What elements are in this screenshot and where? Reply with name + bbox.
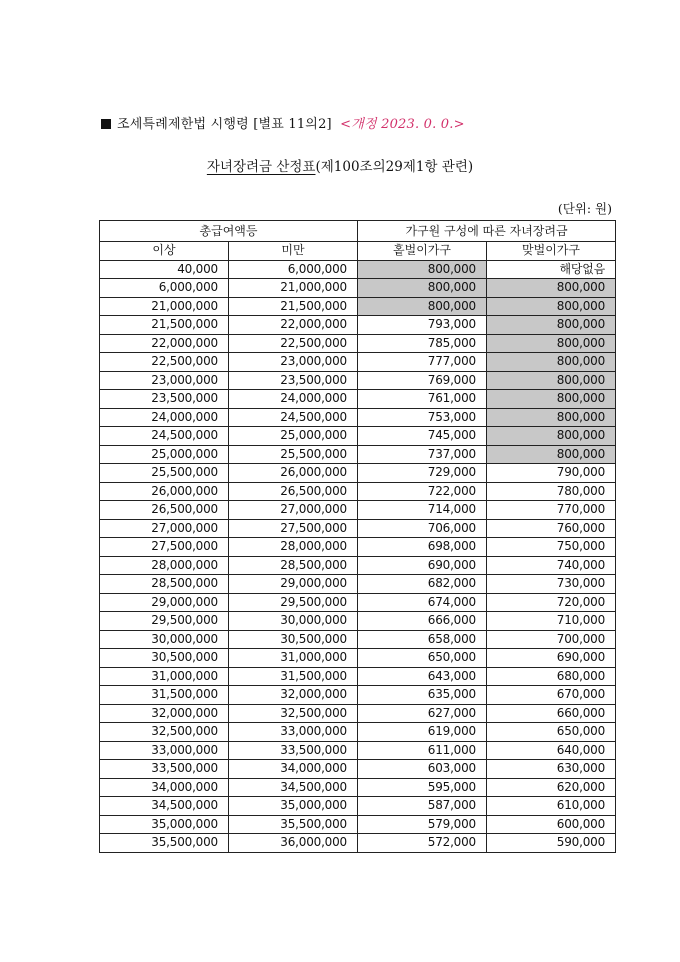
column-header-single: 홑벌이가구 [358,242,487,261]
cell-dual-amount: 740,000 [487,556,616,575]
table-row [100,704,616,723]
cell-dual-amount: 730,000 [487,575,616,594]
cell-dual-amount: 610,000 [487,797,616,816]
cell-single-amount: 737,000 [358,445,487,464]
table-row [100,630,616,649]
cell-income-min: 25,500,000 [100,464,229,483]
cell-single-amount: 587,000 [358,797,487,816]
cell-income-min: 27,500,000 [100,538,229,557]
cell-single-amount: 603,000 [358,760,487,779]
cell-income-min: 6,000,000 [100,279,229,298]
cell-income-max: 24,000,000 [229,390,358,409]
cell-income-max: 6,000,000 [229,260,358,279]
table-row [100,797,616,816]
cell-income-max: 29,500,000 [229,593,358,612]
cell-income-min: 33,500,000 [100,760,229,779]
cell-dual-amount: 650,000 [487,723,616,742]
cell-income-min: 28,000,000 [100,556,229,575]
cell-income-max: 32,000,000 [229,686,358,705]
cell-income-min: 30,500,000 [100,649,229,668]
cell-income-min: 23,000,000 [100,371,229,390]
table-row [100,427,616,446]
cell-single-amount: 706,000 [358,519,487,538]
cell-dual-amount: 800,000 [487,316,616,335]
table-row [100,649,616,668]
income-group-header: 총급여액등 [100,221,358,242]
cell-income-min: 24,000,000 [100,408,229,427]
cell-income-min: 35,000,000 [100,815,229,834]
cell-income-min: 26,500,000 [100,501,229,520]
table-row [100,556,616,575]
cell-income-max: 26,000,000 [229,464,358,483]
table-row [100,297,616,316]
cell-income-min: 27,000,000 [100,519,229,538]
cell-income-min: 32,000,000 [100,704,229,723]
cell-income-min: 29,000,000 [100,593,229,612]
cell-income-max: 35,500,000 [229,815,358,834]
cell-income-min: 40,000 [100,260,229,279]
table-row [100,519,616,538]
cell-income-max: 31,500,000 [229,667,358,686]
table-row [100,593,616,612]
table-column-header-row [100,242,616,261]
cell-dual-amount: 해당없음 [487,260,616,279]
cell-income-max: 22,000,000 [229,316,358,335]
cell-single-amount: 745,000 [358,427,487,446]
cell-single-amount: 777,000 [358,353,487,372]
cell-dual-amount: 800,000 [487,427,616,446]
table-row [100,316,616,335]
table-row [100,741,616,760]
cell-single-amount: 674,000 [358,593,487,612]
cell-dual-amount: 790,000 [487,464,616,483]
cell-single-amount: 690,000 [358,556,487,575]
cell-dual-amount: 680,000 [487,667,616,686]
cell-dual-amount: 700,000 [487,630,616,649]
table-row [100,334,616,353]
table-row [100,260,616,279]
cell-dual-amount: 670,000 [487,686,616,705]
cell-dual-amount: 710,000 [487,612,616,631]
cell-single-amount: 572,000 [358,834,487,853]
cell-income-max: 32,500,000 [229,704,358,723]
table-row [100,371,616,390]
column-header-min: 이상 [100,242,229,261]
cell-dual-amount: 640,000 [487,741,616,760]
cell-income-min: 34,000,000 [100,778,229,797]
cell-single-amount: 658,000 [358,630,487,649]
cell-dual-amount: 770,000 [487,501,616,520]
cell-income-min: 24,500,000 [100,427,229,446]
law-reference-line [101,113,465,132]
cell-single-amount: 666,000 [358,612,487,631]
cell-income-min: 34,500,000 [100,797,229,816]
cell-dual-amount: 800,000 [487,353,616,372]
cell-single-amount: 627,000 [358,704,487,723]
cell-single-amount: 611,000 [358,741,487,760]
cell-income-max: 28,000,000 [229,538,358,557]
cell-single-amount: 722,000 [358,482,487,501]
cell-dual-amount: 800,000 [487,279,616,298]
cell-income-min: 28,500,000 [100,575,229,594]
cell-single-amount: 761,000 [358,390,487,409]
cell-single-amount: 800,000 [358,260,487,279]
table-row [100,760,616,779]
title-sub: (제100조의29제1항 관련) [315,159,474,175]
cell-single-amount: 729,000 [358,464,487,483]
cell-dual-amount: 750,000 [487,538,616,557]
cell-income-min: 21,500,000 [100,316,229,335]
cell-single-amount: 579,000 [358,815,487,834]
cell-income-max: 26,500,000 [229,482,358,501]
cell-dual-amount: 690,000 [487,649,616,668]
cell-income-min: 23,500,000 [100,390,229,409]
cell-dual-amount: 800,000 [487,445,616,464]
cell-income-max: 30,000,000 [229,612,358,631]
cell-income-max: 25,500,000 [229,445,358,464]
column-header-max: 미만 [229,242,358,261]
cell-income-max: 27,000,000 [229,501,358,520]
cell-dual-amount: 620,000 [487,778,616,797]
cell-dual-amount: 800,000 [487,371,616,390]
cell-income-max: 25,000,000 [229,427,358,446]
table-row [100,778,616,797]
cell-income-max: 24,500,000 [229,408,358,427]
cell-single-amount: 800,000 [358,297,487,316]
cell-income-max: 29,000,000 [229,575,358,594]
table-row [100,538,616,557]
table-row [100,612,616,631]
cell-income-min: 26,000,000 [100,482,229,501]
table-row [100,464,616,483]
cell-income-min: 22,500,000 [100,353,229,372]
cell-income-max: 30,500,000 [229,630,358,649]
table-row [100,834,616,853]
table-row [100,501,616,520]
household-group-header: 가구원 구성에 따른 자녀장려금 [358,221,616,242]
cell-dual-amount: 720,000 [487,593,616,612]
cell-income-min: 33,000,000 [100,741,229,760]
cell-income-max: 27,500,000 [229,519,358,538]
amendment-note: <개정 2023. 0. 0.> [340,117,465,132]
cell-income-min: 32,500,000 [100,723,229,742]
title-main: 자녀장려금 산정표 [206,159,316,175]
cell-dual-amount: 780,000 [487,482,616,501]
cell-income-max: 34,000,000 [229,760,358,779]
cell-income-max: 34,500,000 [229,778,358,797]
cell-income-max: 21,500,000 [229,297,358,316]
cell-single-amount: 595,000 [358,778,487,797]
cell-single-amount: 793,000 [358,316,487,335]
document-title [0,155,680,175]
cell-income-max: 23,000,000 [229,353,358,372]
cell-income-min: 30,000,000 [100,630,229,649]
cell-income-max: 22,500,000 [229,334,358,353]
table-row [100,482,616,501]
cell-single-amount: 635,000 [358,686,487,705]
cell-income-max: 35,000,000 [229,797,358,816]
cell-single-amount: 714,000 [358,501,487,520]
cell-single-amount: 800,000 [358,279,487,298]
cell-income-max: 23,500,000 [229,371,358,390]
cell-dual-amount: 800,000 [487,297,616,316]
table-group-header-row [100,221,616,242]
table-row [100,408,616,427]
cell-income-max: 33,500,000 [229,741,358,760]
cell-dual-amount: 800,000 [487,334,616,353]
cell-income-min: 21,000,000 [100,297,229,316]
child-credit-table [99,220,616,853]
cell-dual-amount: 760,000 [487,519,616,538]
table-row [100,390,616,409]
table-row [100,686,616,705]
table-row [100,723,616,742]
cell-income-min: 29,500,000 [100,612,229,631]
cell-income-min: 22,000,000 [100,334,229,353]
cell-income-min: 31,500,000 [100,686,229,705]
cell-dual-amount: 660,000 [487,704,616,723]
cell-income-max: 33,000,000 [229,723,358,742]
cell-income-max: 21,000,000 [229,279,358,298]
cell-single-amount: 753,000 [358,408,487,427]
cell-single-amount: 643,000 [358,667,487,686]
table-row [100,575,616,594]
column-header-dual: 맞벌이가구 [487,242,616,261]
cell-income-max: 28,500,000 [229,556,358,575]
table-row [100,353,616,372]
table-row [100,279,616,298]
cell-income-max: 36,000,000 [229,834,358,853]
cell-dual-amount: 800,000 [487,390,616,409]
cell-income-min: 35,500,000 [100,834,229,853]
cell-single-amount: 619,000 [358,723,487,742]
square-bullet-icon [101,119,111,129]
cell-single-amount: 650,000 [358,649,487,668]
cell-single-amount: 698,000 [358,538,487,557]
unit-label: (단위: 원) [557,201,612,216]
table-row [100,815,616,834]
cell-dual-amount: 630,000 [487,760,616,779]
table-body [100,260,616,852]
table-row [100,667,616,686]
cell-single-amount: 682,000 [358,575,487,594]
cell-dual-amount: 590,000 [487,834,616,853]
cell-income-min: 31,000,000 [100,667,229,686]
cell-single-amount: 769,000 [358,371,487,390]
cell-single-amount: 785,000 [358,334,487,353]
cell-income-max: 31,000,000 [229,649,358,668]
table-row [100,445,616,464]
law-reference: 조세특례제한법 시행령 [별표 11의2] [117,117,332,132]
cell-dual-amount: 600,000 [487,815,616,834]
cell-income-min: 25,000,000 [100,445,229,464]
cell-dual-amount: 800,000 [487,408,616,427]
